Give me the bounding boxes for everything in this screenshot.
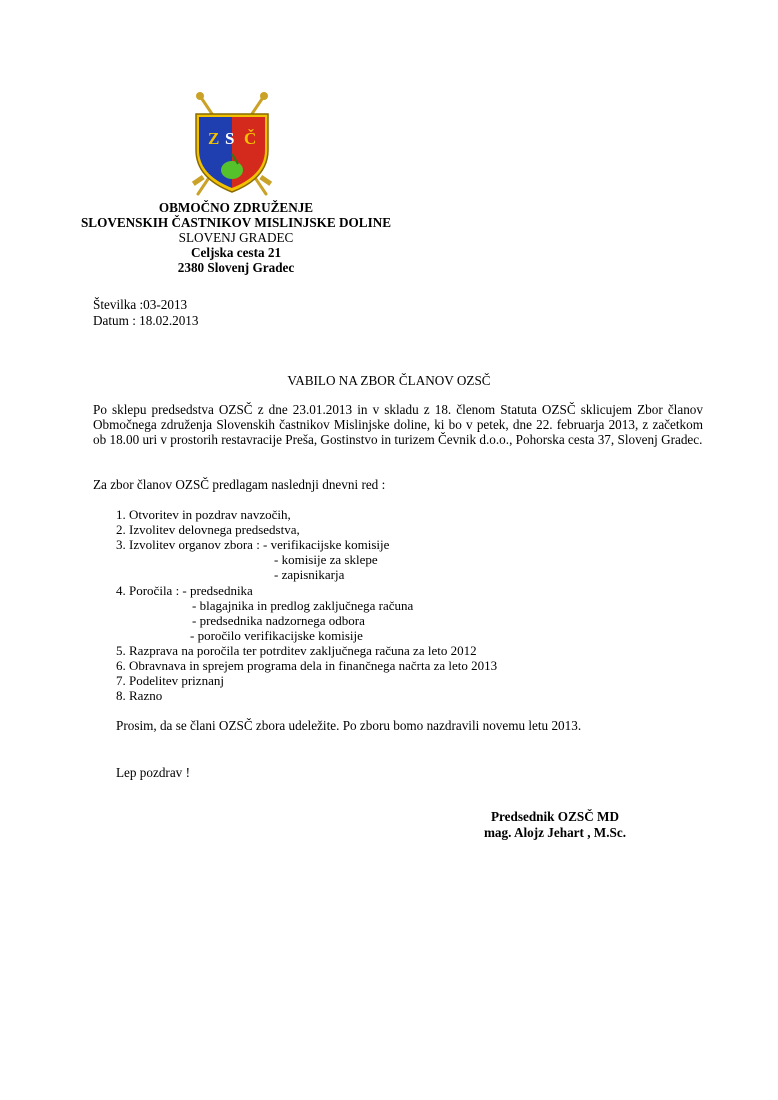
logo-letter-c: Č [244, 129, 257, 148]
org-street: Celjska cesta 21 [190, 245, 282, 260]
signature-name: mag. Alojz Jehart , M.Sc. [483, 825, 627, 840]
signature-role: Predsednik OZSČ MD [491, 809, 619, 824]
agenda-item-3: 3. Izvolitev organov zbora : - verifikacijske komisije [116, 537, 390, 552]
logo-letter-s: S [225, 129, 235, 148]
document-date: Datum : 18.02.2013 [93, 313, 199, 328]
org-name-line1: OBMOČNO ZDRUŽENJE [158, 200, 314, 215]
org-city: SLOVENJ GRADEC [178, 230, 294, 245]
intro-paragraph: Po sklepu predsedstva OZSČ z dne 23.01.2013 in v skladu z 18. členom Statuta OZSČ sklicujem Zbor članov Območnega združenja Slovenskih častnikov Mislinjske doline, ki bo v petek, dne 22. februarja 2013, z začetkom ob 18.00 uri v prostorih restavracije Preša, Gostinstvo in turizem Čevnik d.o.o., Pohorska cesta 37, Slovenj Gradec. [93, 402, 703, 448]
org-name-line2: SLOVENSKIH ČASTNIKOV MISLINJSKE DOLINE [80, 215, 392, 230]
document-number: Številka :03-2013 [93, 297, 188, 312]
greeting: Lep pozdrav ! [116, 765, 190, 780]
agenda-item-3-sub: - zapisnikarja [274, 567, 345, 582]
agenda-item-6: 6. Obravnava in sprejem programa dela in finančnega načrta za leto 2013 [116, 658, 498, 673]
organization-header [60, 200, 412, 275]
agenda-item-1: 1. Otvoritev in pozdrav navzočih, [116, 507, 291, 522]
org-postal: 2380 Slovenj Gradec [177, 260, 295, 275]
agenda-item-5: 5. Razprava na poročila ter potrditev zaključnega računa za leto 2012 [116, 643, 477, 658]
logo-letter-z: Z [208, 129, 220, 148]
agenda-item-7: 7. Podelitev priznanj [116, 673, 224, 688]
agenda-intro: Za zbor članov OZSČ predlagam naslednji dnevni red : [93, 477, 386, 492]
agenda-item-4-sub: - poročilo verifikacijske komisije [190, 628, 363, 643]
agenda-item-2: 2. Izvolitev delovnega predsedstva, [116, 522, 300, 537]
ozsc-logo [190, 92, 274, 200]
agenda-item-4-sub: - predsednika nadzornega odbora [192, 613, 365, 628]
agenda-item-4: 4. Poročila : - predsednika [116, 583, 253, 598]
agenda-item-3-sub: - komisije za sklepe [274, 552, 378, 567]
agenda-item-4-sub: - blagajnika in predlog zaključnega računa [192, 598, 414, 613]
closing-text: Prosim, da se člani OZSČ zbora udeležite. Po zboru bomo nazdravili novemu letu 2013. [116, 718, 582, 733]
agenda-item-8: 8. Razno [116, 688, 163, 703]
document-title: VABILO NA ZBOR ČLANOV OZSČ [287, 373, 491, 388]
